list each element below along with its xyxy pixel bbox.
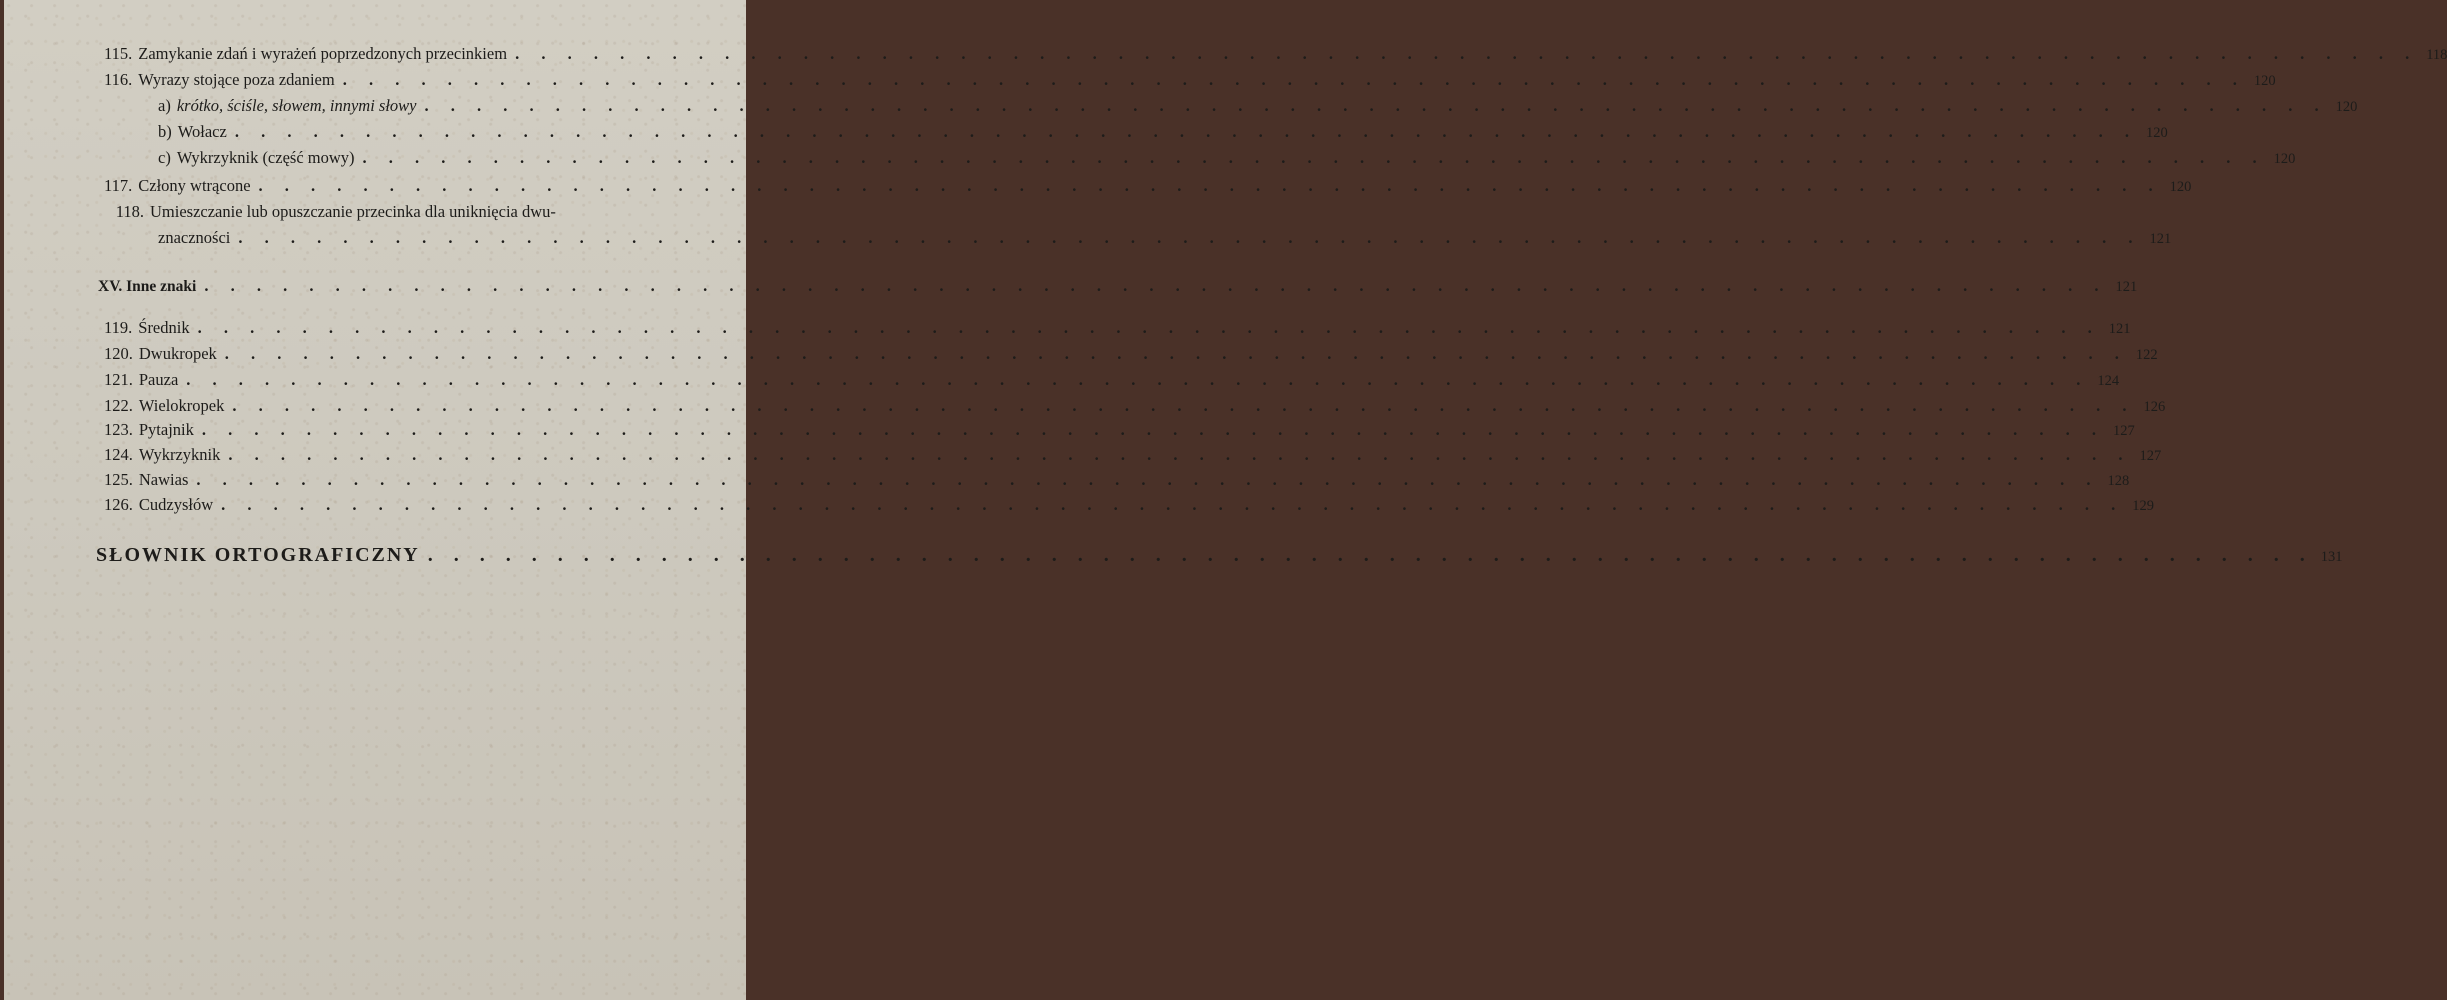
toc-section [98,276,2138,296]
toc-entry [104,370,2120,390]
entry-number: 121. [104,370,133,389]
toc-subentry [158,148,2296,168]
toc-entry [104,420,2135,440]
entry-number: a) [158,96,171,115]
entry-page: 118 [2426,47,2447,63]
entry-number: 123. [104,420,133,439]
entry-number: c) [158,148,171,167]
toc-final-entry [96,544,2343,567]
dot-leader: . . . . . . . . . . . . . . . . . . . . . . . . . . . . . . . . . . . . . . . . . . . . . . . . . . . . . . . . . . . . . . . . . . . . . . . . . [228,445,2132,464]
dot-leader: . . . . . . . . . . . . . . . . . . . . . . . . . . . . . . . . . . . . . . . . . . . . . . . . . . . . . . . . . . . . . . . . . . . . . . . . . [424,96,2328,115]
dot-leader: . . . . . . . . . . . . . . . . . . . . . . . . . . . . . . . . . . . . . . . . . . . . . . . . . . . . . . . . . . . . . . . . . . . . . . . . . [224,344,2128,363]
dot-leader: . . . . . . . . . . . . . . . . . . . . . . . . . . . . . . . . . . . . . . . . . . . . . . . . . . . . . . . . . . . . . . . . . . . . . . . . . [362,148,2266,167]
toc-entry [104,44,2447,64]
entry-page: 129 [2132,498,2154,514]
toc-entry [104,470,2130,490]
dot-leader: . . . . . . . . . . . . . . . . . . . . . . . . . . . . . . . . . . . . . . . . . . . . . . . . . . . . . . . . . . . . . . . . . . . . . . . . . [186,370,2090,389]
dot-leader: . . . . . . . . . . . . . . . . . . . . . . . . . . . . . . . . . . . . . . . . . . . . . . . . . . . . . . . . . . . . . . . . . . . . . . . . . [515,44,2419,63]
entry-number: 116. [104,70,133,89]
entry-number: b) [158,122,172,141]
entry-title: Średnik [138,318,190,337]
dot-leader: . . . . . . . . . . . . . . . . . . . . . . . . . . . . . . . . . . . . . . . . . . . . . . . . . . . . . . . . . . . . . . . . . . . . . . . . . [221,495,2125,514]
entry-page: 120 [2169,179,2192,195]
toc-entry [104,70,2276,90]
dot-leader: . . . . . . . . . . . . . . . . . . . . . . . . . . . . . . . . . . . . . . . . . . . . . . . . . . . . . . . . . . . . . . . . . . . . . . . . . [197,318,2101,337]
toc-entry-continuation [158,228,2172,248]
entry-title: Wołacz [177,122,227,141]
entry-page: 126 [2143,399,2166,415]
book-page [4,0,2447,1000]
dot-leader: . . . . . . . . . . . . . . . . . . . . . . . . . . . . . . . . . . . . . . . . . . . . . . . . . . . . . . . . . . . . . . . . . . . . . . . . . [342,70,2246,89]
entry-page: 120 [2335,99,2358,115]
entry-page: 124 [2097,373,2120,389]
entry-title: Wykrzyknik [138,445,221,464]
toc-entry [104,318,2131,338]
dot-leader: . . . . . . . . . . . . . . . . . . . . . . . . . . . . . . . . . . . . . . . . . . . . . . . . . . . . . . . . . . . . . . . . . . . . . . . . . [258,176,2162,195]
entry-page: 120 [2253,73,2276,89]
entry-page: 127 [2139,448,2162,464]
entry-title: Wyrazy stojące poza zdaniem [138,70,335,89]
toc-entry [104,344,2158,364]
entry-title: Zamykanie zdań i wyrażeń poprzedzonych przecinkiem [138,44,508,63]
entry-number: 119. [104,318,133,337]
dictionary-page: 131 [2320,549,2343,565]
dot-leader: . . . . . . . . . . . . . . . . . . . . . . . . . . . . . . . . . . . . . . . . . . . . . . . . . . . . . . . . . . . . . . . . . . . . . . . . . [196,470,2100,489]
entry-page: 128 [2107,473,2130,489]
entry-title: Cudzysłów [138,495,214,514]
toc-entry [104,202,726,222]
entry-number: 126. [104,495,133,514]
dot-leader: . . . . . . . . . . . . . . . . . . . . . . . . . . . . . . . . . . . . . . . . . . . . . . . . . . . . . . . . . . . . . . . . . . . . . . . . . [232,396,2136,415]
entry-page: 122 [2135,347,2158,363]
entry-number: 122. [104,396,133,415]
entry-number: 117. [104,176,133,195]
entry-title: Nawias [138,470,189,489]
entry-title: Dwukropek [138,344,217,363]
entry-title: Wykrzyknik (część mowy) [176,148,355,167]
entry-page: 121 [2108,321,2131,337]
entry-number: 120. [104,344,133,363]
toc-entry [104,176,2192,196]
entry-page: 121 [2149,231,2172,247]
entry-title: Człony wtrącone [138,176,251,195]
entry-page: 120 [2145,125,2168,141]
section-page: 121 [2115,279,2138,295]
entry-title: Pytajnik [138,420,194,439]
dictionary-title: SŁOWNIK ORTOGRAFICZNY [96,544,420,566]
entry-title: krótko, ściśle, słowem, innymi słowy [176,96,417,115]
toc-entry [104,445,2162,465]
entry-number: 118. [115,202,144,221]
entry-title: Wielokropek [138,396,225,415]
entry-number: 115. [104,44,133,63]
dot-leader: . . . . . . . . . . . . . . . . . . . . . . . . . . . . . . . . . . . . . . . . . . . . . . . . . . . . . . . . . . . . . . . . . . . . . . . . . [427,544,2313,566]
section-title: XV. Inne znaki [98,278,197,295]
dot-leader: . . . . . . . . . . . . . . . . . . . . . . . . . . . . . . . . . . . . . . . . . . . . . . . . . . . . . . . . . . . . . . . . . . . . . . . . . [201,420,2106,439]
toc-subentry [158,96,2358,116]
dot-leader: . . . . . . . . . . . . . . . . . . . . . . . . . . . . . . . . . . . . . . . . . . . . . . . . . . . . . . . . . . . . . . . . . . . . . . . . . [238,228,2142,247]
entry-page: 127 [2113,423,2135,439]
entry-page: 120 [2273,151,2296,167]
toc-entry [104,396,2166,416]
entry-title-continuation: znaczności [158,228,231,247]
entry-title: Pauza [138,370,179,389]
toc-entry [104,495,2154,515]
entry-number: 125. [104,470,133,489]
dot-leader: . . . . . . . . . . . . . . . . . . . . . . . . . . . . . . . . . . . . . . . . . . . . . . . . . . . . . . . . . . . . . . . . . . . . . . . . . [234,122,2138,141]
toc-subentry [158,122,2168,142]
entry-title: Umieszczanie lub opuszczanie przecinka dla uniknięcia dwu- [150,202,556,221]
entry-number: 124. [104,445,133,464]
dot-leader: . . . . . . . . . . . . . . . . . . . . . . . . . . . . . . . . . . . . . . . . . . . . . . . . . . . . . . . . . . . . . . . . . . . . . . . . . [204,276,2108,295]
